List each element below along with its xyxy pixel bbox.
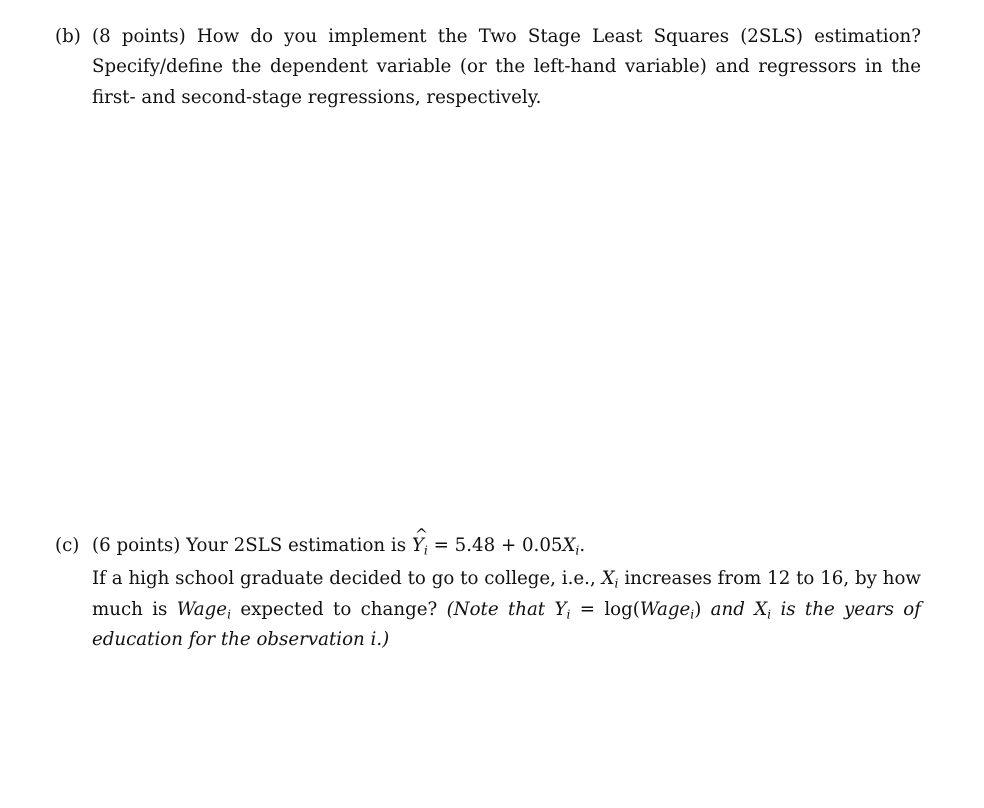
question-b-body xyxy=(92,22,921,113)
question-c-intro-line xyxy=(92,531,921,561)
question-c-line2-a: If a high school graduate decided to go to college, i.e., xyxy=(92,568,596,590)
equation-equals: = xyxy=(433,535,449,556)
note-wage: Wage xyxy=(639,598,691,620)
note-y: Y xyxy=(554,598,567,620)
note-y-subscript: i xyxy=(566,607,571,622)
question-c-points: (6 points) xyxy=(92,535,181,556)
note-and: and xyxy=(710,598,745,620)
question-c-label: (c) xyxy=(55,535,80,556)
wage-var: Wage xyxy=(176,598,228,620)
note-log: = log( xyxy=(579,598,640,620)
note-x-subscript: i xyxy=(767,607,772,622)
x-var: X xyxy=(601,568,615,590)
question-c-line2-b: increases from 12 to 16, by how much is xyxy=(92,568,921,620)
note-close-paren: ) xyxy=(694,598,702,620)
question-b-line xyxy=(55,22,921,113)
question-c xyxy=(55,531,921,656)
equation xyxy=(412,535,585,556)
question-c-line2-c: expected to change? xyxy=(240,598,438,620)
y-hat-symbol: ^ Y xyxy=(412,531,424,561)
equation-x: X xyxy=(562,535,576,556)
x-var-subscript: i xyxy=(614,576,619,591)
wage-var-subscript: i xyxy=(227,607,232,622)
note-observation: i xyxy=(370,629,377,651)
question-c-header xyxy=(55,531,921,561)
question-c-body xyxy=(92,564,921,655)
equation-x-subscript: i xyxy=(575,543,580,558)
note-rest: is the years of education for the observation xyxy=(92,598,921,651)
note-wage-subscript: i xyxy=(690,607,695,622)
equation-period: . xyxy=(579,535,586,556)
y-hat-subscript: i xyxy=(423,543,428,558)
question-b-label: (b) xyxy=(55,26,81,47)
question-b-text: How do you implement the Two Stage Least Squares (2SLS) estimation? Specify/define the dependent variable (or the left-hand variable) and regressors in the first- and second-stage regressions, respectively. xyxy=(92,26,921,108)
question-c-intro: Your 2SLS estimation is xyxy=(186,535,407,556)
note-x: X xyxy=(754,598,768,620)
note-end: .) xyxy=(376,629,390,651)
question-b xyxy=(55,22,921,113)
note-open: (Note that xyxy=(446,598,546,620)
question-b-points: (8 points) xyxy=(92,26,186,47)
equation-constant: 5.48 + 0.05 xyxy=(454,535,563,556)
